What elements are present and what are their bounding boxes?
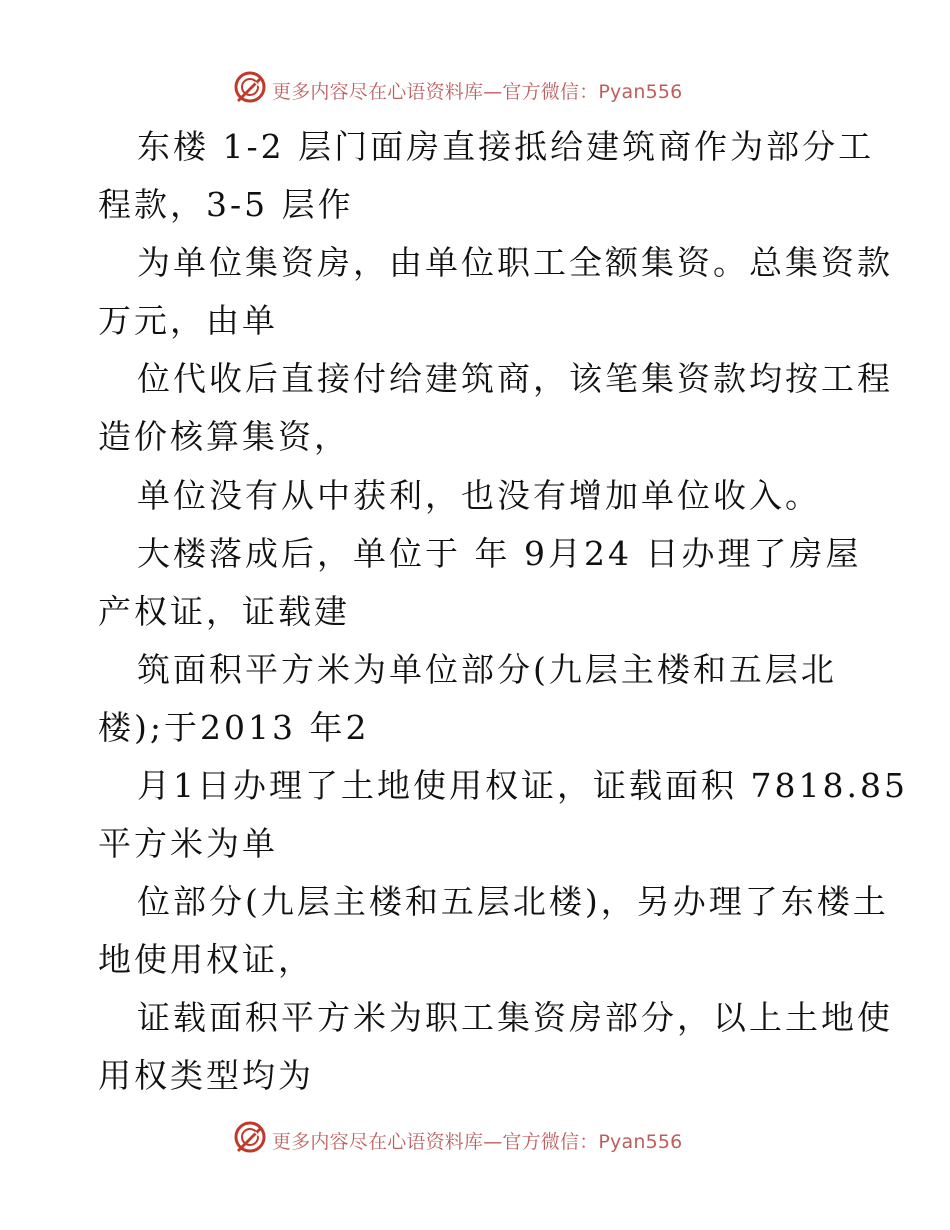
body-line: 证载面积平方米为职工集资房部分，以上土地使 [137,998,893,1037]
body-line: 月1日办理了土地使用权证，证载面积 7818.85 [137,766,908,805]
body-line: 万元，由单 [98,301,278,340]
body-line: 用权类型均为 [98,1056,314,1095]
body-line: 楼);于2013 年2 [98,708,370,747]
body-line: 单位没有从中获利，也没有增加单位收入。 [137,476,821,515]
body-line: 造价核算集资， [98,417,350,456]
body-line: 筑面积平方米为单位部分(九层主楼和五层北 [137,650,837,689]
body-line: 位代收后直接付给建筑商，该笔集资款均按工程 [137,359,893,398]
footer-banner [0,1120,950,1160]
body-line: 产权证，证载建 [98,592,350,631]
body-line: 程款，3-5 层作 [98,185,354,224]
banner-text: 更多内容尽在心语资料库—官方微信：Pyan556 [272,81,683,103]
body-line: 平方米为单 [98,824,278,863]
body-line: 东楼 1-2 层门面房直接抵给建筑商作为部分工 [137,127,875,166]
banner-text: 更多内容尽在心语资料库—官方微信：Pyan556 [272,1131,683,1153]
body-line: 地使用权证， [98,940,314,979]
body-line: 位部分(九层主楼和五层北楼)，另办理了东楼土 [137,882,889,921]
body-line: 为单位集资房，由单位职工全额集资。总集资款 [137,243,893,282]
body-line: 大楼落成后，单位于 年 9月24 日办理了房屋 [137,534,862,573]
pen-logo-icon [233,1120,267,1154]
